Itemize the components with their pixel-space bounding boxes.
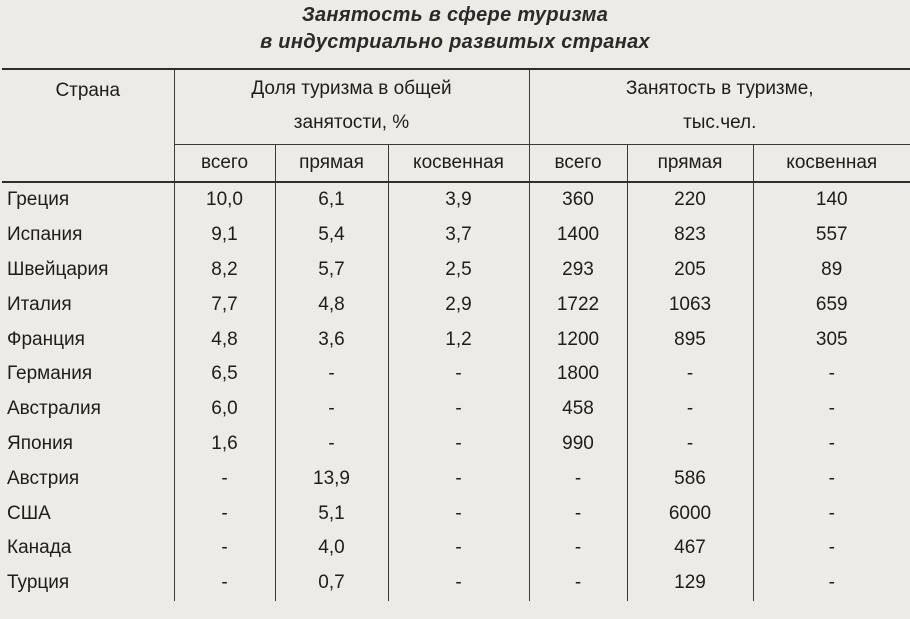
value-cell: 990 xyxy=(529,427,627,462)
value-cell: - xyxy=(275,392,388,427)
subheader-share-total: всего xyxy=(174,145,275,183)
value-cell: 586 xyxy=(627,461,753,496)
country-cell: Франция xyxy=(2,322,174,357)
title-line-1: Занятость в сфере туризма xyxy=(301,4,609,26)
value-cell: - xyxy=(828,398,835,420)
country-cell: Греция xyxy=(2,182,174,218)
table-row xyxy=(2,392,910,427)
value-cell: - xyxy=(828,537,835,559)
table-row xyxy=(2,218,910,253)
value-cell: 293 xyxy=(529,253,627,288)
value-cell: 89 xyxy=(821,258,843,280)
value-cell: - xyxy=(627,357,753,392)
table-row xyxy=(2,322,910,357)
subheader-share-indirect: косвенная xyxy=(388,145,529,183)
value-cell: 6,5 xyxy=(174,357,275,392)
value-cell: - xyxy=(529,566,627,601)
value-cell: 220 xyxy=(627,182,753,218)
value-cell: 6,1 xyxy=(275,182,388,218)
value-cell: 2,5 xyxy=(388,253,529,288)
value-cell: 3,6 xyxy=(275,322,388,357)
country-cell: Япония xyxy=(2,427,174,462)
value-cell: 6,0 xyxy=(174,392,275,427)
country-cell: Австрия xyxy=(2,461,174,496)
value-cell: - xyxy=(828,467,835,489)
value-cell: 0,7 xyxy=(275,566,388,601)
value-cell: 8,2 xyxy=(174,253,275,288)
value-cell: - xyxy=(529,461,627,496)
value-cell: - xyxy=(828,432,835,454)
value-cell: - xyxy=(388,496,529,531)
table-row xyxy=(2,253,910,288)
country-cell: Швейцария xyxy=(2,253,174,288)
value-cell: - xyxy=(388,461,529,496)
subheader-employment-indirect: косвенная xyxy=(753,145,910,183)
header-share-group xyxy=(174,69,529,145)
table-row xyxy=(2,496,910,531)
value-cell: 823 xyxy=(627,218,753,253)
value-cell: 6000 xyxy=(627,496,753,531)
employment-table xyxy=(2,68,910,601)
value-cell: - xyxy=(388,427,529,462)
value-cell: 1,6 xyxy=(174,427,275,462)
value-cell: - xyxy=(174,566,275,601)
value-cell: 1200 xyxy=(529,322,627,357)
value-cell: - xyxy=(627,392,753,427)
value-cell: - xyxy=(388,531,529,566)
value-cell: 1063 xyxy=(627,287,753,322)
value-cell: 7,7 xyxy=(174,287,275,322)
subheader-employment-total: всего xyxy=(529,145,627,183)
title-line-2: в индустриально развитых странах xyxy=(260,31,650,53)
value-cell: 3,9 xyxy=(388,182,529,218)
value-cell: - xyxy=(828,572,835,594)
value-cell: 5,7 xyxy=(275,253,388,288)
value-cell: 557 xyxy=(815,224,848,246)
country-cell: Испания xyxy=(2,218,174,253)
value-cell: - xyxy=(529,496,627,531)
country-cell: США xyxy=(2,496,174,531)
table-row xyxy=(2,461,910,496)
value-cell: 467 xyxy=(627,531,753,566)
table-row xyxy=(2,182,910,218)
value-cell: - xyxy=(828,363,835,385)
value-cell: 1,2 xyxy=(388,322,529,357)
country-cell: Италия xyxy=(2,287,174,322)
value-cell: 1800 xyxy=(529,357,627,392)
value-cell: 10,0 xyxy=(174,182,275,218)
subheader-employment-direct: прямая xyxy=(627,145,753,183)
value-cell: 3,7 xyxy=(388,218,529,253)
header-country: Страна xyxy=(2,69,174,182)
value-cell: 9,1 xyxy=(174,218,275,253)
subheader-share-direct: прямая xyxy=(275,145,388,183)
value-cell: 305 xyxy=(815,328,848,350)
country-cell: Германия xyxy=(2,357,174,392)
value-cell: - xyxy=(388,566,529,601)
value-cell: 13,9 xyxy=(275,461,388,496)
table-row xyxy=(2,531,910,566)
value-cell: - xyxy=(627,427,753,462)
country-cell: Канада xyxy=(2,531,174,566)
header-employment-line-1: Занятость в туризме, xyxy=(625,78,814,99)
value-cell: 360 xyxy=(529,182,627,218)
table-body xyxy=(2,182,910,601)
value-cell: 4,8 xyxy=(174,322,275,357)
value-cell: - xyxy=(174,531,275,566)
value-cell: 1400 xyxy=(529,218,627,253)
country-cell: Турция xyxy=(2,566,174,601)
value-cell: 4,0 xyxy=(275,531,388,566)
header-share-line-2: занятости, % xyxy=(293,112,410,133)
table-row xyxy=(2,287,910,322)
value-cell: - xyxy=(529,531,627,566)
value-cell: 659 xyxy=(815,293,848,315)
value-cell: 2,9 xyxy=(388,287,529,322)
value-cell: 1722 xyxy=(529,287,627,322)
value-cell: - xyxy=(388,392,529,427)
table-row xyxy=(2,427,910,462)
value-cell: - xyxy=(174,496,275,531)
country-cell: Австралия xyxy=(2,392,174,427)
value-cell: 5,1 xyxy=(275,496,388,531)
value-cell: - xyxy=(275,427,388,462)
value-cell: 5,4 xyxy=(275,218,388,253)
value-cell: - xyxy=(828,502,835,524)
header-employment-group xyxy=(529,69,910,145)
value-cell: 129 xyxy=(627,566,753,601)
table-row xyxy=(2,357,910,392)
table-row xyxy=(2,566,910,601)
page-title xyxy=(0,2,910,56)
value-cell: 205 xyxy=(627,253,753,288)
header-share-line-1: Доля туризма в общей xyxy=(251,78,452,99)
value-cell: - xyxy=(388,357,529,392)
header-employment-line-2: тыс.чел. xyxy=(683,112,757,133)
value-cell: - xyxy=(174,461,275,496)
value-cell: 4,8 xyxy=(275,287,388,322)
value-cell: 895 xyxy=(627,322,753,357)
value-cell: 140 xyxy=(815,189,848,211)
value-cell: 458 xyxy=(529,392,627,427)
value-cell: - xyxy=(275,357,388,392)
